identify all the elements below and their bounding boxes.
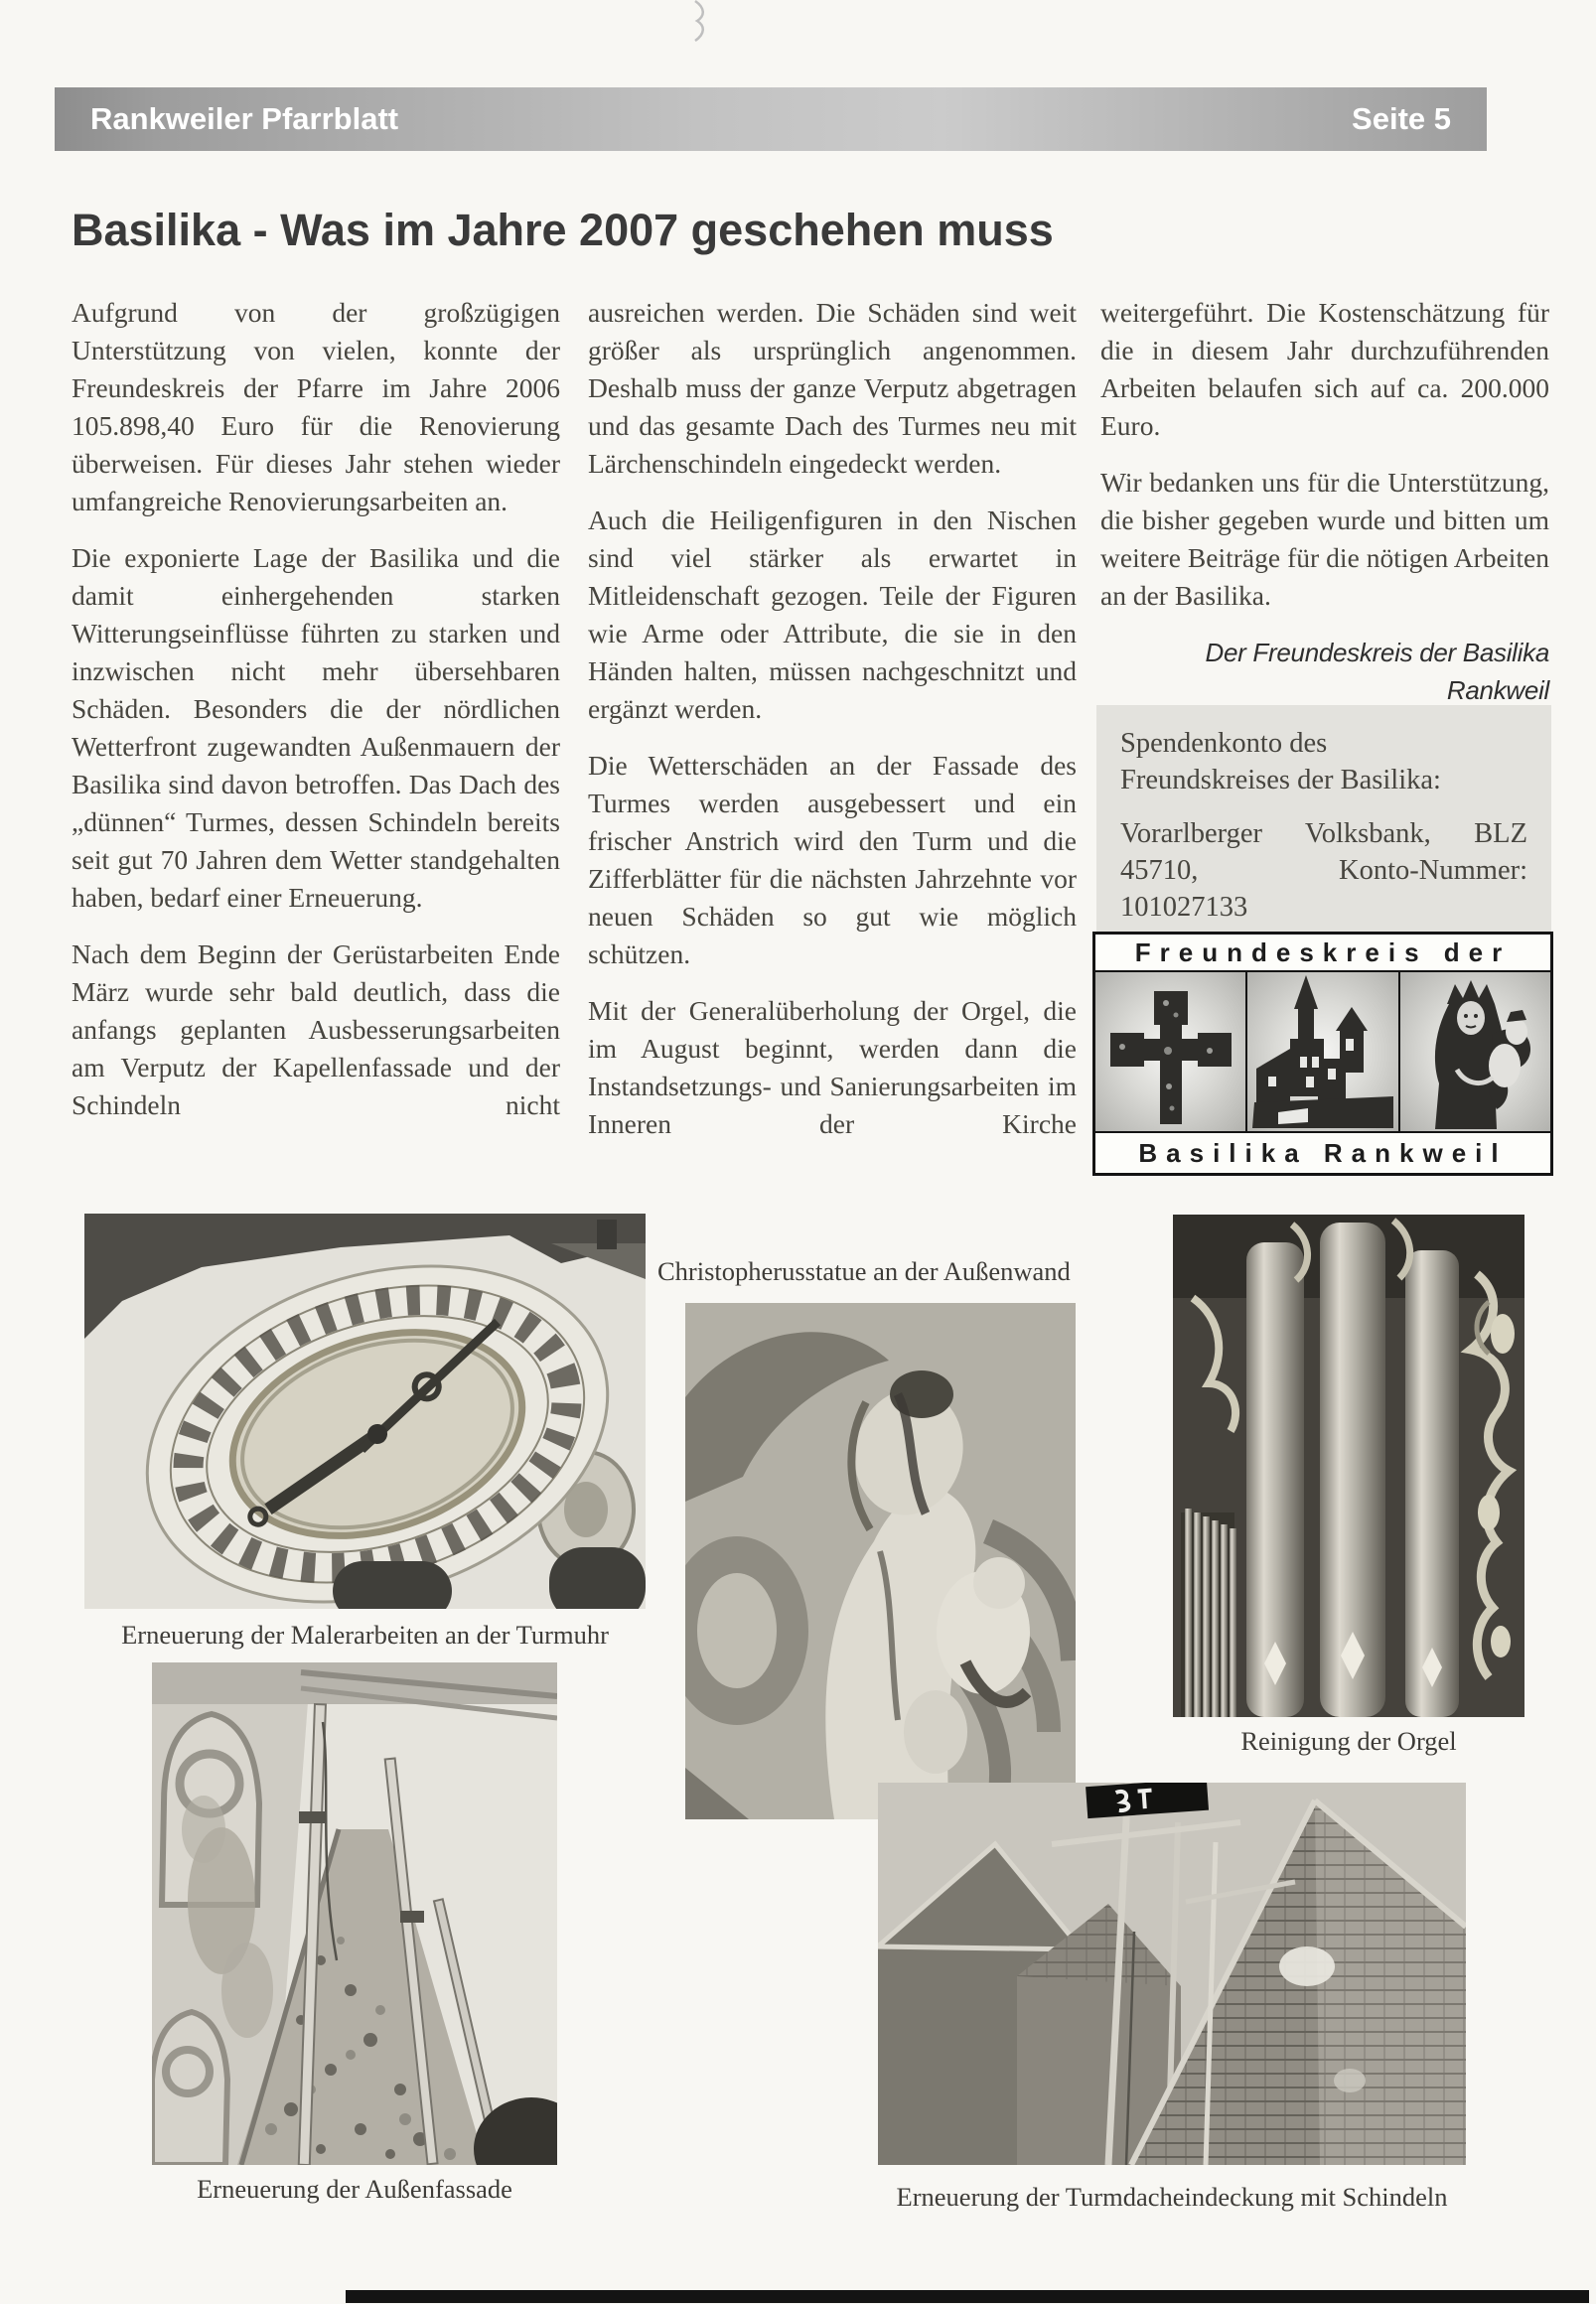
article-title: Basilika - Was im Jahre 2007 geschehen muss [72,205,1054,255]
freundeskreis-logo-box [1092,932,1553,1176]
logo-bottom-label: Basilika Rankweil [1095,1131,1550,1173]
logo-top-label: Freundeskreis der [1095,935,1550,972]
article-paragraph: Mit der Generalüberholung der Orgel, die im August beginnt, werden dann die Instandsetzungs- und Sanierungsarbeiten im Inneren der Kirche [588,995,1077,1139]
donation-box [1096,705,1551,949]
caption-roof: Erneuerung der Turmdacheindeckung mit Schindeln [896,2182,1448,2212]
article-paragraph: Wir bedanken uns für die Unterstützung, die bisher gegeben wurde und bitten um weitere Beiträge für die nötigen Arbeiten an der Basilika. [1100,467,1549,611]
donation-heading [1120,725,1527,798]
photo-clock-tower [84,1214,646,1609]
fold-mark [689,0,711,42]
text-column-2 [588,294,1077,1162]
madonna-icon [1405,974,1544,1129]
photo-facade-scaffolding [152,1662,557,2165]
roof-photo-graphic [878,1783,1466,2165]
article-paragraph: Aufgrund von der großzügigen Unterstützung von vielen, konnte der Freundeskreis der Pfarre im Jahre 2006 105.898,40 Euro für die Renovierung überweisen. Für dieses Jahr stehen wieder umfangreiche Renovierungsarbeiten an. [72,297,560,516]
publication-title: Rankweiler Pfarrblatt [90,101,399,136]
donation-account: Vorarlberger Volksbank, BLZ 45710, Konto-Nummer: 101027133 [1120,818,1527,923]
article-signature: Der Freundeskreis der Basilika Rankweil [1205,638,1549,705]
photo-organ [1173,1215,1524,1717]
article-paragraph: ausreichen werden. Die Schäden sind weit größer als ursprünglich angenommen. Deshalb muss der ganze Verputz abgetragen und das gesamte Dach des Turmes neu mit Lärchenschindeln eingedeckt werden. [588,297,1077,479]
article-paragraph: Die exponierte Lage der Basilika und die damit einhergehenden starken Witterungseinflüsse führten zu starken und inzwischen nicht mehr übersehbaren Schäden. Besonders die der nördlichen Wetterfront zugewandten Außenmauern der Basilika sind davon betroffen. Das Dach des „dünnen“ Turmes, dessen Schindeln bereits seit gut 70 Jahren dem Wetter standgehalten haben, bedarf einer Erneuerung. [72,542,560,913]
photo-roof-shingles [878,1783,1466,2165]
donation-heading-line: Spendenkonto des [1120,728,1328,759]
page-number: Seite 5 [1352,101,1451,136]
donation-heading-line: Freundskreises der Basilika: [1120,765,1441,795]
article-paragraph: weitergeführt. Die Kostenschätzung für die in diesem Jahr durchzuführenden Arbeiten belaufen sich auf ca. 200.000 Euro. [1100,297,1549,441]
statue-photo-graphic [685,1303,1076,1819]
caption-organ: Reinigung der Orgel [1240,1726,1457,1756]
text-column-3-paragraphs [1100,294,1549,615]
article-paragraph: Die Wetterschäden an der Fassade des Turmes werden ausgebessert und ein frischer Anstrich wird den Turm und die Zifferblätter für die nächsten Jahrzehnte vor neuen Schäden so gut wie möglich schützen. [588,750,1077,969]
article-paragraph: Auch die Heiligenfiguren in den Nischen sind viel stärker als erwartet in Mitleidenschaft gezogen. Teile der Figuren wie Arme oder Attribute, die sie in den Händen halten, müssen nachgeschnitzt und ergänzt werden. [588,504,1077,724]
facade-photo-graphic [152,1662,557,2165]
organ-photo-graphic [1173,1215,1524,1717]
cross-icon [1106,977,1235,1126]
photo-christopherus-statue [685,1303,1076,1819]
caption-facade: Erneuerung der Außenfassade [197,2174,512,2204]
logo-panels [1095,972,1550,1131]
logo-panel-basilica [1247,972,1399,1131]
scan-artifact-bar [346,2290,1589,2303]
basilica-icon [1248,973,1397,1130]
logo-panel-madonna [1400,972,1550,1131]
text-column-1 [72,294,560,1143]
logo-panel-cross [1095,972,1247,1131]
article-paragraph: Nach dem Beginn der Gerüstarbeiten Ende März wurde sehr bald deutlich, dass die anfangs geplanten Ausbesserungsarbeiten am Verputz der Kapellenfassade und der Schindeln nicht [72,938,560,1120]
caption-clock: Erneuerung der Malerarbeiten an der Turmuhr [121,1620,609,1650]
clock-photo-graphic [84,1214,646,1609]
text-column-3 [1100,294,1549,709]
caption-statue: Christopherusstatue an der Außenwand [657,1256,1071,1286]
page-header-bar [55,87,1487,151]
